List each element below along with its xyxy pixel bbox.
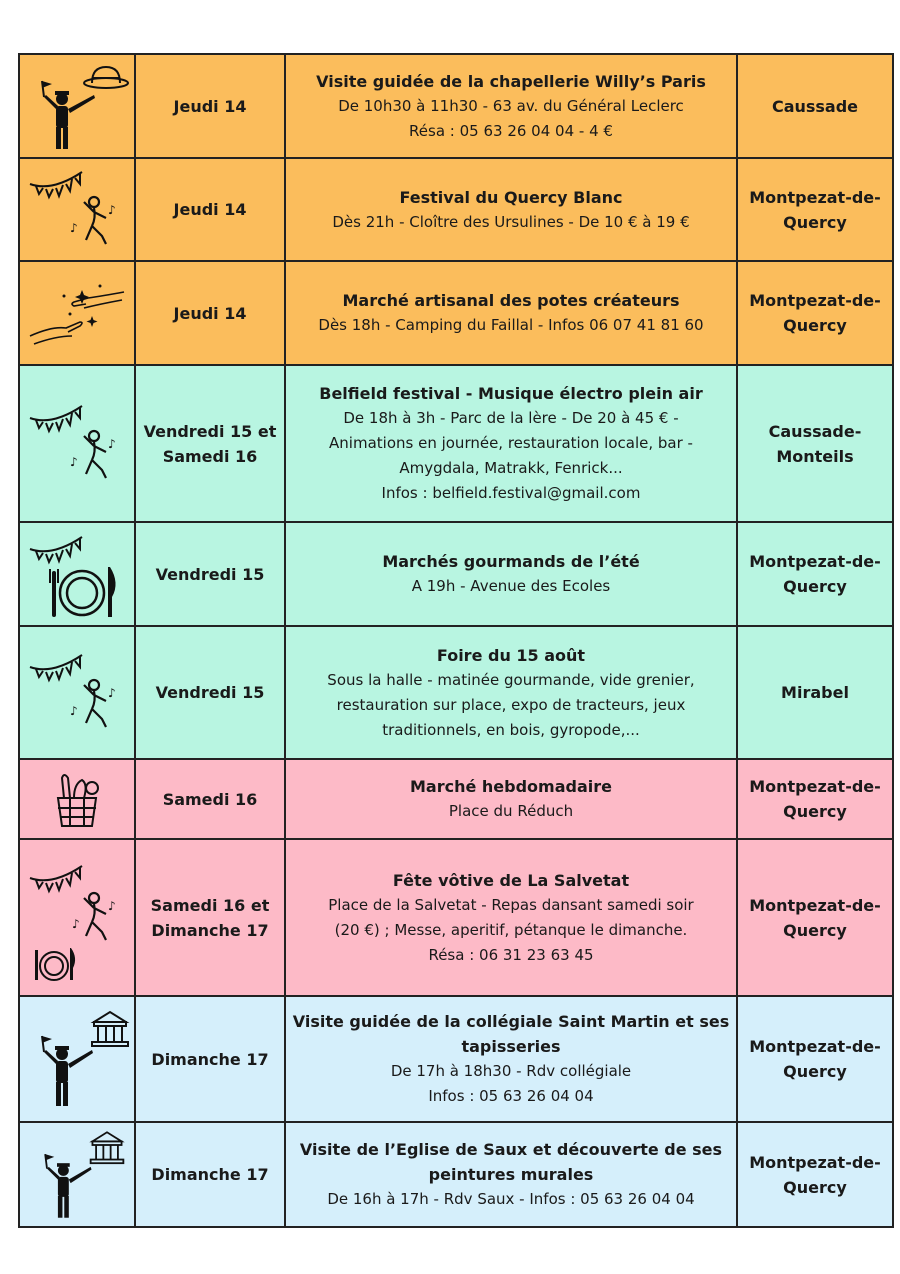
event-description [285,158,737,261]
event-title: Marché artisanal des potes créateurs [342,291,680,310]
event-detail: Amygdala, Matrakk, Fenrick... [399,459,623,477]
event-icon-cell [19,365,135,522]
svg-text:♪: ♪ [108,898,116,913]
event-place: Montpezat-de-Quercy [737,759,893,839]
event-date: Samedi 16 et Dimanche 17 [135,839,285,996]
event-row [19,261,893,365]
dancer-plate-bunting-icon [22,848,132,988]
event-detail: Sous la halle - matinée gourmande, vide grenier, [327,670,695,689]
event-icon-cell [19,626,135,759]
event-place: Montpezat-de-Quercy [737,839,893,996]
event-description [285,996,737,1122]
event-detail: Dès 18h - Camping du Faillal - Infos 06 07 41 81 60 [318,316,704,334]
event-place: Montpezat-de-Quercy [737,1122,893,1227]
svg-text:♪: ♪ [70,704,78,718]
event-place: Caussade [737,54,893,158]
event-detail: Place du Réduch [448,802,574,820]
event-row [19,996,893,1122]
event-detail: Animations en journée, restauration locale, bar - [329,434,693,452]
event-title: Foire du 15 août [436,645,586,665]
event-date: Vendredi 15 [135,626,285,759]
event-place: Montpezat-de-Quercy [737,522,893,626]
market-basket-icon [22,764,132,834]
event-description [285,365,737,522]
event-title: Visite de l’Eglise de Saux et découverte de ses peintures murales [299,1140,723,1184]
event-place: Montpezat-de-Quercy [737,261,893,365]
guide-with-hat-icon [22,59,132,154]
svg-text:♪: ♪ [108,203,116,217]
event-detail: De 18h à 3h - Parc de la lère - De 20 à 45 € - [343,409,679,427]
event-place: Mirabel [737,626,893,759]
event-place: Montpezat-de-Quercy [737,996,893,1122]
event-row [19,759,893,839]
event-icon-cell [19,759,135,839]
event-detail: restauration sur place, expo de tracteurs, jeux [336,695,686,714]
event-icon-cell [19,522,135,626]
event-place: Caussade-Monteils [737,365,893,522]
event-detail: (20 €) ; Messe, aperitif, pétanque le dimanche. [334,920,688,939]
event-detail: De 17h à 18h30 - Rdv collégiale [390,1062,632,1080]
event-date: Dimanche 17 [135,1122,285,1227]
event-icon-cell [19,261,135,365]
event-date: Dimanche 17 [135,996,285,1122]
plate-bunting-icon [22,527,132,622]
dancer-bunting-icon [22,396,132,491]
event-description [285,626,737,759]
svg-text:♪: ♪ [72,916,80,931]
svg-text:♪: ♪ [108,686,116,700]
guide-monument-icon [22,1004,132,1114]
svg-text:♪: ♪ [70,455,78,469]
event-row [19,626,893,759]
event-row [19,839,893,996]
event-detail: Infos : 05 63 26 04 04 [428,1087,594,1105]
event-detail: Dès 21h - Cloître des Ursulines - De 10 € à 19 € [332,212,690,231]
event-title: Marchés gourmands de l’été [382,552,640,571]
event-description [285,1122,737,1227]
event-title: Visite guidée de la chapellerie Willy’s Paris [316,71,706,91]
event-icon-cell [19,996,135,1122]
event-row [19,365,893,522]
event-detail: Résa : 06 31 23 63 45 [428,945,594,964]
event-description [285,839,737,996]
event-row [19,1122,893,1227]
guide-monument-icon [22,1125,132,1225]
event-detail: Infos : belfield.festival@gmail.com [381,484,641,502]
event-icon-cell [19,1122,135,1227]
svg-text:♪: ♪ [108,437,116,451]
event-description [285,54,737,158]
event-description [285,522,737,626]
event-row [19,54,893,158]
event-detail: Résa : 05 63 26 04 04 - 4 € [409,121,613,140]
event-title: Marché hebdomadaire [410,777,612,796]
event-description [285,261,737,365]
event-icon-cell [19,158,135,261]
event-row [19,158,893,261]
event-detail: traditionnels, en bois, gyropode,... [382,720,640,739]
event-date: Vendredi 15 et Samedi 16 [135,365,285,522]
event-detail: Place de la Salvetat - Repas dansant samedi soir [328,895,694,914]
event-date: Jeudi 14 [135,54,285,158]
event-date: Jeudi 14 [135,261,285,365]
event-date: Vendredi 15 [135,522,285,626]
dancer-bunting-icon [22,645,132,740]
dancer-bunting-icon [22,162,132,257]
event-title: Belfield festival - Musique électro plein air [319,384,703,403]
event-title: Festival du Quercy Blanc [399,187,623,207]
sparkling-hands-icon [22,266,132,361]
event-title: Fête vôtive de La Salvetat [392,870,630,890]
svg-text:♪: ♪ [70,221,78,235]
event-detail: De 10h30 à 11h30 - 63 av. du Général Leclerc [338,96,684,115]
event-row [19,522,893,626]
event-icon-cell [19,54,135,158]
event-detail: A 19h - Avenue des Ecoles [411,577,611,595]
event-place: Montpezat-de-Quercy [737,158,893,261]
events-table [18,53,894,1228]
event-title: Visite guidée de la collégiale Saint Martin et ses tapisseries [292,1012,730,1056]
event-icon-cell [19,839,135,996]
event-detail: De 16h à 17h - Rdv Saux - Infos : 05 63 26 04 04 [327,1190,695,1208]
event-date: Samedi 16 [135,759,285,839]
event-date: Jeudi 14 [135,158,285,261]
event-description [285,759,737,839]
